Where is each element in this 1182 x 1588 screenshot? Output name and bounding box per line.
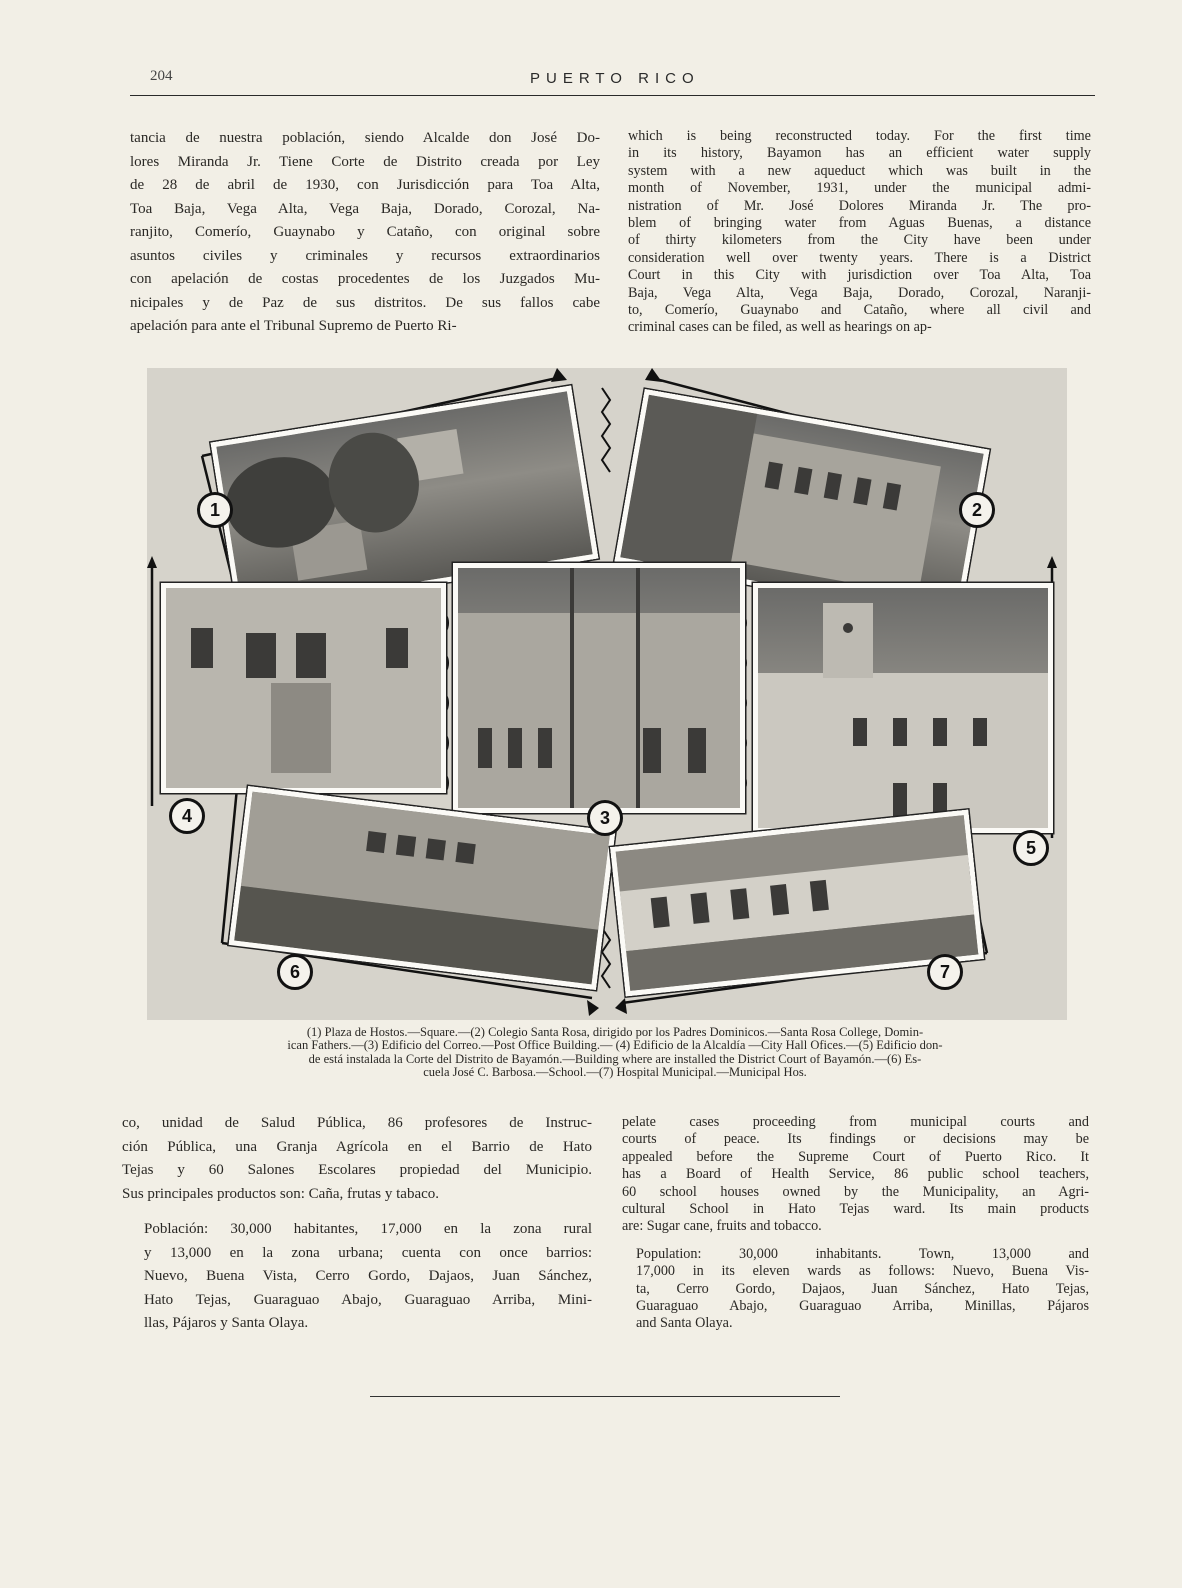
text-line: tancia de nuestra población, siendo Alcalde don José Do- bbox=[130, 130, 600, 146]
english-paragraph-services bbox=[622, 1114, 1089, 1236]
text-line: cultural School in Hato Tejas ward. Its main products bbox=[622, 1201, 1089, 1218]
text-line: asuntos civiles y criminales y recursos extraordinarios bbox=[130, 247, 600, 264]
text-line: blem of bringing water from Aguas Buenas, a distance bbox=[628, 215, 1091, 232]
header-rule bbox=[130, 95, 1095, 96]
text-line: 60 school houses owned by the Municipality, an Agri- bbox=[622, 1183, 1089, 1200]
photo-collage bbox=[147, 368, 1067, 1020]
text-line: nicipales y de Paz de sus distritos. De sus fallos cabe bbox=[130, 294, 600, 311]
photo-number-7: 7 bbox=[927, 954, 963, 990]
page-number: 204 bbox=[150, 68, 173, 84]
photo-district-court bbox=[753, 583, 1053, 833]
spanish-paragraph-services bbox=[122, 1112, 592, 1206]
text-line: are: Sugar cane, fruits and tobacco. bbox=[622, 1218, 822, 1235]
text-line: to, Comerío, Guaynabo and Cataño, where all civil and bbox=[628, 302, 1091, 319]
spanish-column-top bbox=[130, 127, 600, 339]
photo-number-6: 6 bbox=[277, 954, 313, 990]
text-line: llas, Pájaros y Santa Olaya. bbox=[144, 1315, 309, 1331]
figure-caption bbox=[150, 1026, 1080, 1080]
text-line: Court in this City with jurisdiction over Toa Alta, Toa bbox=[628, 267, 1091, 284]
text-line: Population: 30,000 inhabitants. Town, 13,000 and bbox=[636, 1245, 1089, 1262]
text-line: and Santa Olaya. bbox=[636, 1315, 733, 1332]
text-line: de 28 de abril de 1930, con Jurisdicción para Toa Alta, bbox=[130, 177, 600, 193]
text-line: Baja, Vega Alta, Vega Baja, Dorado, Corozal, Naranji- bbox=[628, 284, 1091, 301]
spanish-top-paragraph bbox=[130, 127, 600, 339]
text-line: courts of peace. Its findings or decisions may be bbox=[622, 1131, 1089, 1148]
footer-rule bbox=[370, 1396, 840, 1397]
text-line: Población: 30,000 habitantes, 17,000 en la zona rural bbox=[144, 1221, 592, 1237]
text-line: Toa Baja, Vega Alta, Vega Baja, Dorado, Corozal, Na- bbox=[130, 200, 600, 217]
text-line: ción Pública, una Granja Agrícola en el Barrio de Hato bbox=[122, 1138, 592, 1155]
text-line: has a Board of Health Service, 86 public school teachers, bbox=[622, 1166, 1089, 1183]
photo-number-5: 5 bbox=[1013, 830, 1049, 866]
text-line: ranjito, Comerío, Guaynabo y Cataño, con original sobre bbox=[130, 224, 600, 240]
photo-city-hall bbox=[161, 583, 446, 793]
text-line: y 13,000 en la zona urbana; cuenta con once barrios: bbox=[144, 1244, 592, 1261]
text-line: apelación para ante el Tribunal Supremo de Puerto Ri- bbox=[130, 318, 457, 334]
english-column-bottom bbox=[622, 1114, 1089, 1333]
photo-post-office bbox=[453, 563, 745, 813]
photo-number-2: 2 bbox=[959, 492, 995, 528]
text-line: lores Miranda Jr. Tiene Corte de Distrito creada por Ley bbox=[130, 153, 600, 170]
text-line: criminal cases can be filed, as well as hearings on ap- bbox=[628, 319, 932, 336]
spanish-column-bottom bbox=[122, 1112, 592, 1336]
text-line: Sus principales productos son: Caña, frutas y tabaco. bbox=[122, 1185, 440, 1202]
text-line: month of November, 1931, under the municipal admi- bbox=[628, 180, 1091, 197]
photo-number-3: 3 bbox=[587, 800, 623, 836]
text-line: pelate cases proceeding from municipal courts and bbox=[622, 1114, 1089, 1130]
text-line: con apelación de costas procedentes de los Juzgados Mu- bbox=[130, 271, 600, 287]
text-line: ta, Cerro Gordo, Dajaos, Juan Sánchez, Hato Tejas, bbox=[636, 1280, 1089, 1297]
photo-number-4: 4 bbox=[169, 798, 205, 834]
english-paragraph-population bbox=[622, 1246, 1089, 1333]
caption-line: (1) Plaza de Hostos.—Square.—(2) Colegio Santa Rosa, dirigido por los Padres Dominicos.—Santa Rosa College, Domin- bbox=[306, 1025, 924, 1039]
photo-number-1: 1 bbox=[197, 492, 233, 528]
caption-line: de está instalada la Corte del Distrito de Bayamón.—Building where are installed the District Court of Bayamón.—(6) Es- bbox=[308, 1051, 922, 1066]
text-line: 17,000 in its eleven wards as follows: Nuevo, Buena Vis- bbox=[636, 1263, 1089, 1280]
running-title: PUERTO RICO bbox=[530, 70, 700, 87]
text-line: nistration of Mr. José Dolores Miranda Jr. The pro- bbox=[628, 197, 1091, 214]
text-line: of thirty kilometers from the City have been under bbox=[628, 232, 1091, 249]
caption-line: ican Fathers.—(3) Edificio del Correo.—Post Office Building.— (4) Edificio de la Alcaldía —City Hall Ofices.—(5) Edificio don- bbox=[287, 1038, 943, 1053]
caption-line: cuela José C. Barbosa.—School.—(7) Hospital Municipal.—Municipal Hos. bbox=[423, 1065, 807, 1080]
text-line: Guaraguao Abajo, Guaraguao Arriba, Minillas, Pájaros bbox=[636, 1298, 1089, 1315]
text-line: which is being reconstructed today. For the first time bbox=[628, 128, 1091, 144]
english-column-top bbox=[628, 128, 1091, 337]
text-line: system with a new aqueduct which was built in the bbox=[628, 162, 1091, 179]
text-line: appealed before the Supreme Court of Puerto Rico. It bbox=[622, 1148, 1089, 1165]
text-line: co, unidad de Salud Pública, 86 profesores de Instruc- bbox=[122, 1115, 592, 1131]
spanish-paragraph-population bbox=[122, 1218, 592, 1336]
text-line: Nuevo, Buena Vista, Cerro Gordo, Dajaos, Juan Sánchez, bbox=[144, 1268, 592, 1284]
text-line: consideration well over twenty years. There is a District bbox=[628, 249, 1091, 266]
english-top-paragraph bbox=[628, 128, 1091, 337]
text-line: Tejas y 60 Salones Escolares propiedad del Municipio. bbox=[122, 1162, 592, 1178]
text-line: in its history, Bayamon has an efficient water supply bbox=[628, 145, 1091, 162]
text-line: Hato Tejas, Guaraguao Abajo, Guaraguao Arriba, Mini- bbox=[144, 1291, 592, 1308]
